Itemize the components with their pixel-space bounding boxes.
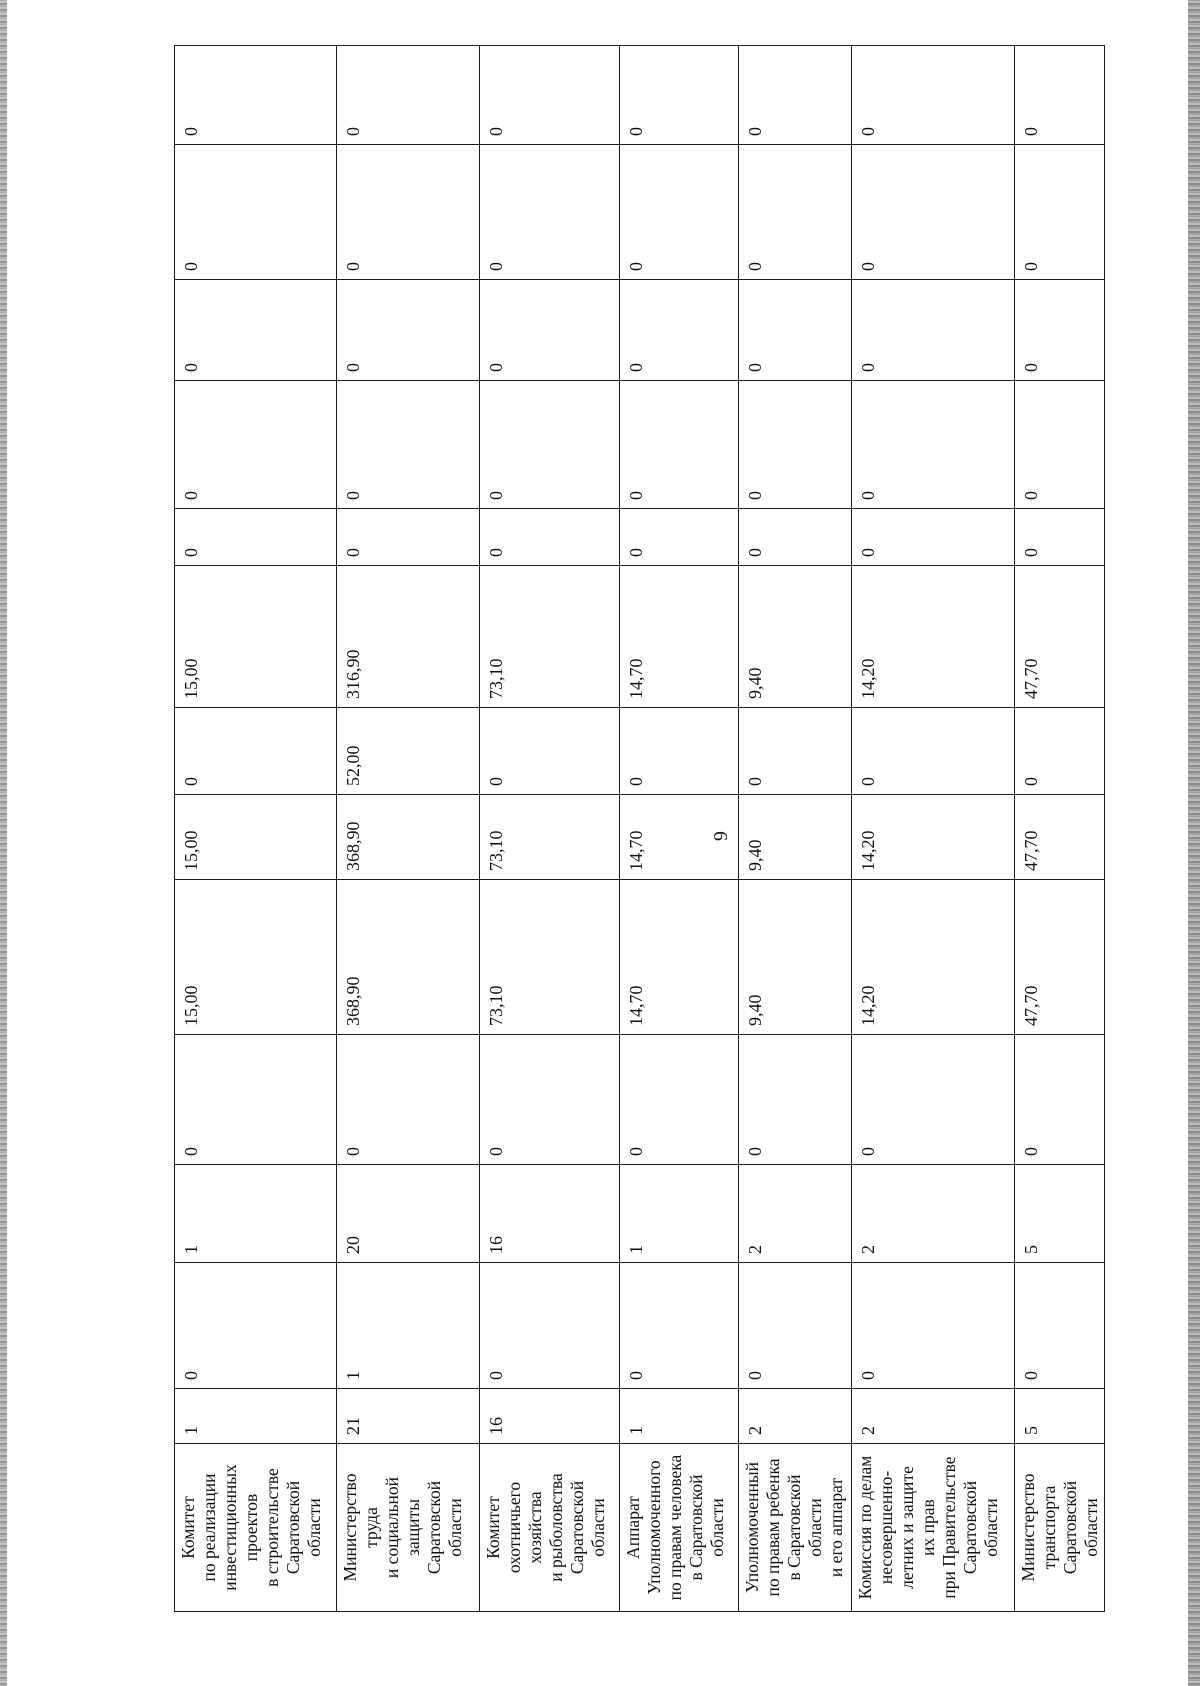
organization-name-line: области [445,1498,465,1557]
organization-name-line: в Саратовской [784,1474,804,1581]
value-cell: 0 [852,46,1015,145]
value-cell: 73,10 [480,566,620,708]
value-cell: 1 [175,1165,337,1263]
value-cell: 0 [480,46,620,145]
value-cell: 0 [739,1035,852,1165]
value-cell: 0 [175,708,337,795]
value-cell: 47,70 [1015,566,1105,708]
organization-name-line: Уполномоченного [644,1460,664,1595]
organization-name-line: Комитет [483,1496,503,1559]
table-row [1015,46,1105,1612]
value-cell: 14,70 [620,566,739,708]
value-cell: 15,00 [175,880,337,1035]
value-cell: 0 [175,145,337,280]
value-cell: 1 [620,1389,739,1444]
value-cell: 9,40 [739,880,852,1035]
organization-name-line: Саратовской [1060,1480,1080,1575]
organization-name-line: труда [361,1507,381,1548]
organization-name-line: их прав [918,1499,938,1556]
value-cell: 0 [175,381,337,509]
value-cell: 0 [620,509,739,566]
organization-name-line: Комиссия по делам [855,1455,875,1600]
value-cell: 0 [1015,509,1105,566]
value-cell: 73,10 [480,795,620,880]
value-cell: 73,10 [480,880,620,1035]
organization-name-line: Саратовской [960,1480,980,1575]
organization-name-line: летних и защите [897,1466,917,1589]
organization-name-line: Аппарат [623,1496,643,1559]
value-cell: 0 [852,509,1015,566]
value-cell: 0 [852,1035,1015,1165]
organization-name-line: области [588,1498,608,1557]
table-row [175,46,337,1612]
value-cell: 16 [480,1389,620,1444]
value-cell: 0 [480,1035,620,1165]
organization-name-cell [175,1444,337,1612]
value-cell: 0 [620,381,739,509]
organization-name-line: области [981,1498,1001,1557]
organization-name-line: Министерство [340,1473,360,1582]
value-cell: 5 [1015,1389,1105,1444]
value-cell: 9,40 [739,566,852,708]
page-number: 6 [709,831,731,841]
organization-name-line: и его аппарат [826,1477,846,1578]
organization-name-line: Уполномоченный [742,1461,762,1594]
value-cell: 0 [620,1035,739,1165]
organization-name-cell [1015,1444,1105,1612]
value-cell: 0 [337,280,480,381]
value-cell: 0 [852,280,1015,381]
value-cell: 0 [480,381,620,509]
value-cell: 0 [480,145,620,280]
value-cell: 5 [1015,1165,1105,1263]
value-cell: 0 [480,509,620,566]
value-cell: 0 [852,145,1015,280]
organization-name-line: Министерство [1018,1473,1038,1582]
value-cell: 15,00 [175,795,337,880]
value-cell: 20 [337,1165,480,1263]
value-cell: 0 [620,708,739,795]
value-cell: 0 [337,509,480,566]
value-cell: 47,70 [1015,795,1105,880]
value-cell: 2 [739,1165,852,1263]
value-cell: 0 [620,46,739,145]
organization-name-line: Саратовской [567,1480,587,1575]
value-cell: 0 [337,46,480,145]
scan-edge-left [0,0,7,1686]
value-cell: 9,40 [739,795,852,880]
organization-name-line: транспорта [1039,1485,1059,1570]
organization-name-line: охотничьего [504,1481,524,1574]
organization-name-line: проектов [241,1493,261,1562]
value-cell: 0 [480,280,620,381]
value-cell: 0 [739,46,852,145]
organization-name-line: при Правительстве [939,1456,959,1599]
organization-name-line: по правам ребенка [763,1458,783,1597]
organization-name-line: инвестиционных [220,1464,240,1591]
value-cell: 0 [175,46,337,145]
organization-name-line: по реализации [199,1473,219,1582]
table-row [337,46,480,1612]
value-cell: 0 [739,509,852,566]
value-cell: 0 [337,145,480,280]
organization-name-line: в строительстве [262,1468,282,1587]
value-cell: 15,00 [175,566,337,708]
organization-name-line: Саратовской [283,1480,303,1575]
value-cell: 0 [620,145,739,280]
organization-name-line: в Саратовской [686,1474,706,1581]
organization-name-line: области [805,1498,825,1557]
value-cell: 2 [739,1389,852,1444]
organization-name-line: области [304,1498,324,1557]
value-cell: 0 [337,1035,480,1165]
value-cell: 1 [337,1263,480,1389]
value-cell: 0 [480,708,620,795]
value-cell: 0 [1015,46,1105,145]
organization-name-line: области [707,1498,727,1557]
value-cell: 52,00 [337,708,480,795]
value-cell: 1 [620,1165,739,1263]
value-cell: 14,70 [620,880,739,1035]
value-cell: 0 [480,1263,620,1389]
value-cell: 16 [480,1165,620,1263]
value-cell: 0 [1015,1035,1105,1165]
value-cell: 0 [739,1263,852,1389]
value-cell: 316,90 [337,566,480,708]
organization-name-line: по правам человека [665,1454,685,1601]
value-cell: 21 [337,1389,480,1444]
organization-name-line: и рыболовства [546,1473,566,1582]
value-cell: 368,90 [337,880,480,1035]
scan-edge-right [1188,0,1200,1686]
organization-name-cell [337,1444,480,1612]
value-cell: 0 [1015,145,1105,280]
value-cell: 0 [739,280,852,381]
value-cell: 1 [175,1389,337,1444]
value-cell: 0 [852,381,1015,509]
value-cell: 0 [620,1263,739,1389]
value-cell: 0 [739,381,852,509]
value-cell: 0 [1015,280,1105,381]
organization-name-line: Комитет [178,1496,198,1559]
organization-name-cell [739,1444,852,1612]
value-cell: 0 [852,708,1015,795]
organization-name-line: области [1081,1498,1101,1557]
organization-name-line: несовершенно- [876,1470,896,1585]
organization-name-cell [480,1444,620,1612]
value-cell: 0 [337,381,480,509]
value-cell: 14,20 [852,566,1015,708]
organization-name-line: Саратовской [424,1480,444,1575]
table-row [480,46,620,1612]
table-row [852,46,1015,1612]
organization-name-cell [620,1444,739,1612]
organization-name-line: и социальной [382,1476,402,1579]
value-cell: 368,90 [337,795,480,880]
organization-name-line: хозяйства [525,1491,545,1564]
value-cell: 0 [175,280,337,381]
value-cell: 14,20 [852,795,1015,880]
data-table [174,45,1105,1612]
table-body [175,46,1105,1612]
value-cell: 0 [175,1263,337,1389]
rotated-table-container [174,45,1104,1612]
table-row [620,46,739,1612]
value-cell: 0 [1015,381,1105,509]
organization-name-line: защиты [403,1499,423,1556]
value-cell: 0 [175,509,337,566]
value-cell: 0 [175,1035,337,1165]
value-cell: 0 [1015,1263,1105,1389]
value-cell: 0 [852,1263,1015,1389]
value-cell: 47,70 [1015,880,1105,1035]
value-cell: 2 [852,1165,1015,1263]
table-row [739,46,852,1612]
value-cell: 2 [852,1389,1015,1444]
value-cell: 0 [1015,708,1105,795]
value-cell: 14,70 [620,795,739,880]
value-cell: 0 [620,280,739,381]
value-cell: 0 [739,708,852,795]
organization-name-cell [852,1444,1015,1612]
value-cell: 14,20 [852,880,1015,1035]
value-cell: 0 [739,145,852,280]
